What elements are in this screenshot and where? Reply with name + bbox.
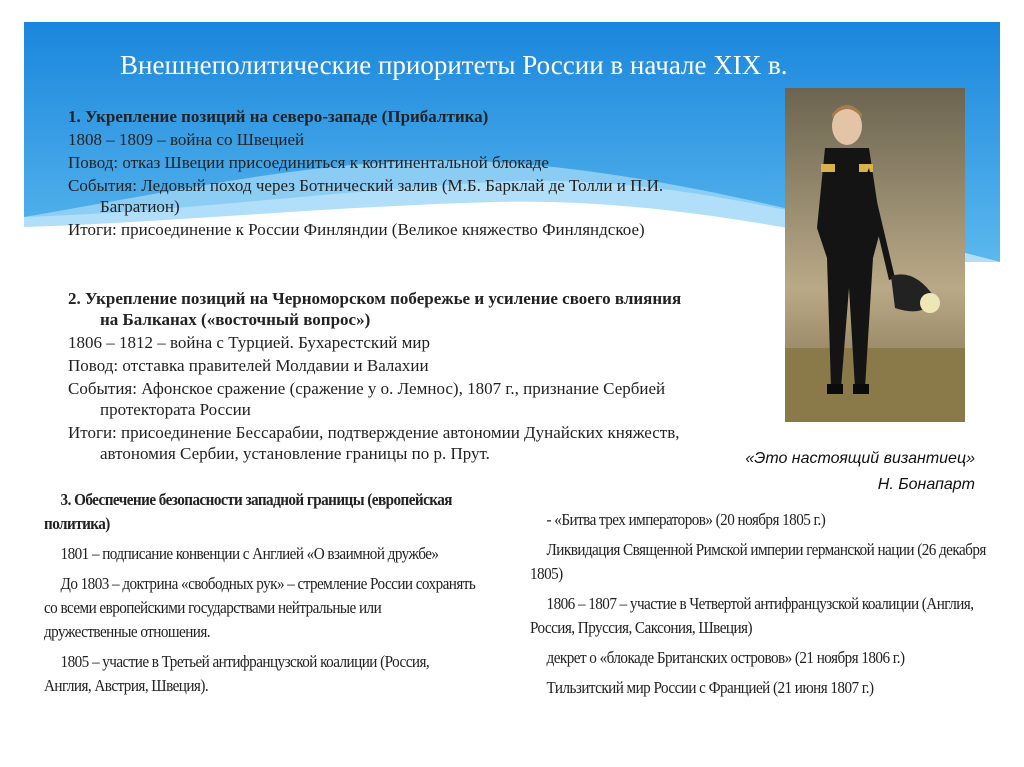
section-events-list [530,508,999,706]
section-line: - «Битва трех императоров» (20 ноября 1805 г.) [546,510,826,529]
section-line: 1801 – подписание конвенции с Англией «О взаимной дружбе» [60,544,439,563]
section-line: Тильзитский мир России с Францией (21 июня 1807 г.) [546,678,874,697]
section-line: Итоги: присоединение Бессарабии, подтверждение автономии Дунайских княжеств, автономия Сербии, установление границы по р. Прут. [68,423,680,463]
section-northwest [68,106,668,242]
section-line: 1806 – 1812 – война с Турцией. Бухарестский мир [68,333,430,352]
section-line: До 1803 – доктрина «свободных рук» – стремление России сохранять со всеми европейскими государствами нейтральные или дружественные отношения. [44,574,476,641]
section-black-sea [68,288,688,466]
section-line: 1805 – участие в Третьей антифранцузской коалиции (Россия, Англия, Австрия, Швеция). [44,652,430,695]
section-line: декрет о «блокаде Британских островов» (21 ноября 1806 г.) [546,648,905,667]
quote-author: Н. Бонапарт [877,476,975,493]
section-line: События: Афонское сражение (сражение у о. Лемнос), 1807 г., признание Сербией протектората России [68,379,666,419]
quote-text: «Это настоящий византиец» [745,450,975,467]
portrait-alexander-i [785,88,965,422]
section-line: Итоги: присоединение к России Финляндии (Великое княжество Финляндское) [68,220,645,239]
section-line: Повод: отказ Швеции присоединиться к континентальной блокаде [68,153,549,172]
section-heading: 2. Укрепление позиций на Черноморском побережье и усиление своего влияния на Балканах («восточный вопрос») [68,289,682,329]
section-line: События: Ледовый поход через Ботнический залив (М.Б. Барклай де Толли и П.И. Багратион) [68,176,664,216]
section-line: 1806 – 1807 – участие в Четвертой антифранцузской коалиции (Англия, Россия, Пруссия, Саксония, Швеция) [530,594,974,637]
slide-title: Внешнеполитические приоритеты России в начале XIX в. [120,50,788,80]
section-line: Повод: отставка правителей Молдавии и Валахии [68,356,429,375]
section-heading: 3. Обеспечение безопасности западной границы (европейская политика) [44,490,452,533]
section-heading: 1. Укрепление позиций на северо-западе (Прибалтика) [68,107,489,126]
section-line: 1808 – 1809 – война со Швецией [68,130,305,149]
section-line: Ликвидация Священной Римской империи германской нации (26 декабря 1805) [530,540,986,583]
section-western-border [44,488,476,704]
